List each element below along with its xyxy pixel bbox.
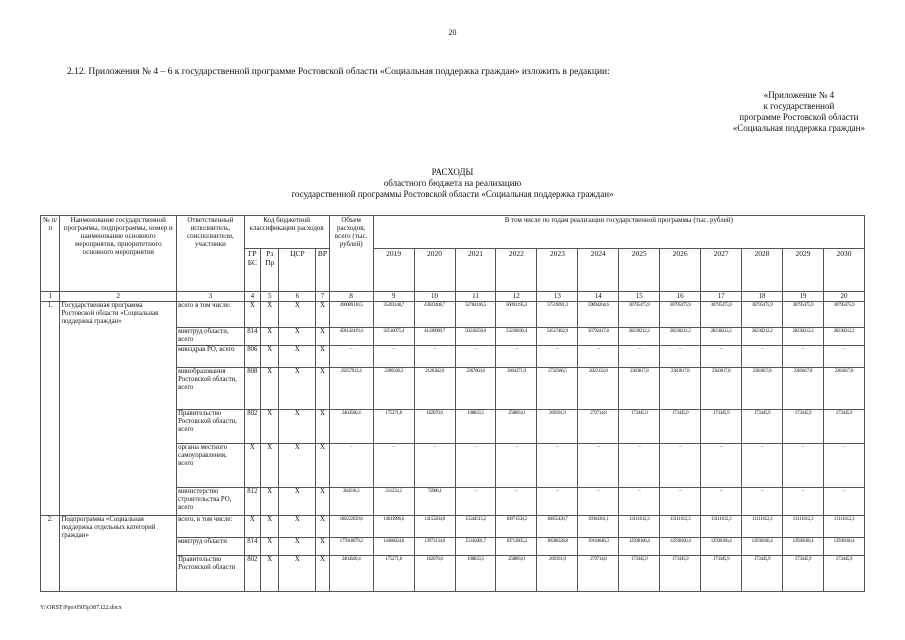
vr-cell: X: [316, 516, 329, 538]
csr-cell: X: [279, 346, 316, 368]
year-value-cell: 57519091,3: [537, 302, 578, 328]
year-value-cell: –: [660, 346, 701, 368]
executor-cell: минздрав РО, всего: [177, 346, 245, 368]
vr-cell: X: [316, 346, 329, 368]
year-value-cell: –: [537, 488, 578, 516]
rzpr-cell: X: [261, 368, 279, 410]
header-volume: Объем расходов, всего (тыс. рублей): [329, 216, 373, 292]
year-value-cell: –: [496, 488, 537, 516]
total-volume-cell: –: [329, 444, 373, 488]
year-value-cell: –: [373, 346, 414, 368]
year-value-cell: 182070,0: [414, 410, 455, 444]
vr-cell: X: [316, 538, 329, 556]
heading-line: государственной программы Ростовской области «Социальная поддержка граждан»: [291, 189, 614, 199]
year-value-cell: 15345681,7: [455, 538, 496, 556]
year-value-cell: –: [496, 346, 537, 368]
column-number: 9: [373, 292, 414, 302]
csr-cell: X: [279, 556, 316, 592]
header-rzpr: Рз Пр: [261, 249, 279, 292]
year-value-cell: –: [823, 444, 864, 488]
header-executor: Ответственный исполнитель, соисполнители, участники: [177, 216, 245, 292]
year-value-cell: –: [455, 488, 496, 516]
total-volume-cell: 2404560,4: [329, 556, 373, 592]
year-value-cell: 173445,9: [742, 556, 783, 592]
year-value-cell: 30795475,9: [742, 302, 783, 328]
year-value-cell: 14466624,8: [373, 538, 414, 556]
year-value-cell: 13973134,0: [414, 538, 455, 556]
year-value-cell: –: [619, 346, 660, 368]
table-row: [41, 516, 865, 538]
year-value-cell: 269101,9: [537, 556, 578, 592]
rzpr-cell: X: [261, 346, 279, 368]
total-volume-cell: 2404560,4: [329, 410, 373, 444]
year-value-cell: 175271,8: [373, 556, 414, 592]
column-number: 3: [177, 292, 245, 302]
year-value-cell: 56093195,3: [496, 302, 537, 328]
column-number: 2: [60, 292, 177, 302]
year-value-cell: 30795475,9: [783, 302, 824, 328]
header-year: 2019: [373, 249, 414, 292]
executor-cell: минтруд области, всего: [177, 328, 245, 346]
column-number: 17: [701, 292, 742, 302]
appendix-line: «Социальная поддержка граждан»: [732, 123, 865, 133]
year-value-cell: 18971558,2: [496, 516, 537, 538]
row-number: 2.: [41, 516, 60, 592]
vr-cell: X: [316, 302, 329, 328]
column-number: 11: [455, 292, 496, 302]
total-volume-cell: 490089110,5: [329, 302, 373, 328]
year-value-cell: 18712665,2: [496, 538, 537, 556]
year-value-cell: 12938166,4: [823, 538, 864, 556]
year-value-cell: 13111612,3: [619, 516, 660, 538]
expenses-table: [40, 215, 865, 592]
year-value-cell: –: [414, 444, 455, 488]
year-value-cell: 28238212,2: [701, 328, 742, 346]
year-value-cell: 173445,9: [660, 556, 701, 592]
year-value-cell: –: [823, 488, 864, 516]
year-value-cell: 173445,9: [701, 556, 742, 592]
header-years-group: В том числе по годам реализации государственной программы (тыс. рублей): [373, 216, 864, 249]
header-year: 2020: [414, 249, 455, 292]
year-value-cell: 2732586,5: [537, 368, 578, 410]
year-value-cell: –: [578, 488, 619, 516]
year-value-cell: 13111612,3: [823, 516, 864, 538]
year-value-cell: –: [742, 444, 783, 488]
rzpr-cell: X: [261, 516, 279, 538]
year-value-cell: 54517402,9: [537, 328, 578, 346]
year-value-cell: –: [701, 488, 742, 516]
csr-cell: X: [279, 538, 316, 556]
year-value-cell: –: [701, 444, 742, 488]
vr-cell: X: [316, 444, 329, 488]
year-value-cell: 211232,2: [373, 488, 414, 516]
header-year: 2026: [660, 249, 701, 292]
header-year: 2028: [742, 249, 783, 292]
year-value-cell: –: [660, 444, 701, 488]
column-number: 12: [496, 292, 537, 302]
year-value-cell: 18586328,8: [537, 538, 578, 556]
grbs-cell: X: [244, 444, 260, 488]
rzpr-cell: X: [261, 328, 279, 346]
column-number: 6: [279, 292, 316, 302]
grbs-cell: 812: [244, 488, 260, 516]
year-value-cell: 258893,0: [496, 410, 537, 444]
year-value-cell: 53230030,4: [496, 328, 537, 346]
vr-cell: X: [316, 368, 329, 410]
year-value-cell: 173445,9: [783, 410, 824, 444]
grbs-cell: 802: [244, 410, 260, 444]
executor-cell: Правительство Ростовской области: [177, 556, 245, 592]
year-value-cell: –: [414, 346, 455, 368]
year-value-cell: 43822408,7: [414, 302, 455, 328]
row-number: 1.: [41, 302, 60, 516]
year-value-cell: 279714,8: [578, 556, 619, 592]
header-no: № п/п: [41, 216, 60, 292]
column-number: 20: [823, 292, 864, 302]
vr-cell: X: [316, 410, 329, 444]
year-value-cell: –: [701, 346, 742, 368]
year-value-cell: 2822132,0: [578, 368, 619, 410]
header-year: 2023: [537, 249, 578, 292]
column-number: 8: [329, 292, 373, 302]
header-name: Наименование государственной программы, подпрограммы, номер и наименование основного мероприятия, приоритетного основного мероприятия: [60, 216, 177, 292]
rzpr-cell: X: [261, 410, 279, 444]
intro-text: 2.12. Приложения № 4 – 6 к государственной программе Ростовской области «Социальная поддержка граждан» изложить в редакции:: [67, 67, 610, 77]
column-number: 5: [261, 292, 279, 302]
header-vr: ВР: [316, 249, 329, 292]
header-year: 2022: [496, 249, 537, 292]
year-value-cell: 2383817,8: [701, 368, 742, 410]
csr-cell: X: [279, 516, 316, 538]
executor-cell: органы местного самоуправления, всего: [177, 444, 245, 488]
heading-title: РАСХОДЫ: [431, 167, 474, 177]
year-value-cell: 175271,8: [373, 410, 414, 444]
year-value-cell: –: [496, 444, 537, 488]
grbs-cell: X: [244, 516, 260, 538]
column-number: 4: [244, 292, 260, 302]
year-value-cell: 28238212,2: [660, 328, 701, 346]
year-value-cell: –: [742, 346, 783, 368]
year-value-cell: 30795475,9: [823, 302, 864, 328]
year-value-cell: 56792417,8: [578, 328, 619, 346]
year-value-cell: 173445,9: [742, 410, 783, 444]
rzpr-cell: X: [261, 556, 279, 592]
year-value-cell: 2367063,0: [455, 368, 496, 410]
year-value-cell: 14155204,0: [414, 516, 455, 538]
rzpr-cell: X: [261, 302, 279, 328]
grbs-cell: 808: [244, 368, 260, 410]
appendix-line: программе Ростовской области: [739, 112, 859, 122]
grbs-cell: 802: [244, 556, 260, 592]
header-year: 2027: [701, 249, 742, 292]
year-value-cell: –: [823, 346, 864, 368]
year-value-cell: 173445,9: [619, 410, 660, 444]
csr-cell: X: [279, 488, 316, 516]
csr-cell: X: [279, 444, 316, 488]
csr-cell: X: [279, 368, 316, 410]
csr-cell: X: [279, 410, 316, 444]
vr-cell: X: [316, 488, 329, 516]
year-value-cell: –: [783, 444, 824, 488]
year-value-cell: 12938166,4: [742, 538, 783, 556]
header-budget-code: Код бюджетной классификации расходов: [244, 216, 329, 249]
column-number: 1: [41, 292, 60, 302]
program-name: Подпрограмма «Социальная поддержка отдельных категорий граждан»: [60, 516, 177, 592]
executor-cell: министерство строительства РО, всего: [177, 488, 245, 516]
year-value-cell: –: [373, 444, 414, 488]
header-year: 2021: [455, 249, 496, 292]
header-year: 2029: [783, 249, 824, 292]
year-value-cell: 30795475,9: [619, 302, 660, 328]
csr-cell: X: [279, 328, 316, 346]
year-value-cell: 28238212,2: [619, 328, 660, 346]
executor-cell: минобразования Ростовской области, всего: [177, 368, 245, 410]
total-volume-cell: 458142419,4: [329, 328, 373, 346]
appendix-caption: [733, 90, 865, 134]
header-csr: ЦСР: [279, 249, 316, 292]
year-value-cell: 13111612,3: [701, 516, 742, 538]
year-value-cell: –: [578, 444, 619, 488]
year-value-cell: –: [783, 488, 824, 516]
year-value-cell: 12938166,4: [660, 538, 701, 556]
year-value-cell: 35203148,7: [373, 302, 414, 328]
year-value-cell: 269101,9: [537, 410, 578, 444]
year-value-cell: 198833,5: [455, 556, 496, 592]
year-value-cell: 279714,8: [578, 410, 619, 444]
year-value-cell: 258893,0: [496, 556, 537, 592]
year-value-cell: 12938166,4: [701, 538, 742, 556]
year-value-cell: 12938166,4: [783, 538, 824, 556]
year-value-cell: 173445,9: [783, 556, 824, 592]
year-value-cell: 52784146,5: [455, 302, 496, 328]
grbs-cell: 814: [244, 538, 260, 556]
year-value-cell: 30795475,9: [660, 302, 701, 328]
year-value-cell: 13111612,3: [660, 516, 701, 538]
total-volume-cell: –: [329, 346, 373, 368]
total-volume-cell: 177818079,2: [329, 538, 373, 556]
year-value-cell: 2383817,8: [742, 368, 783, 410]
column-number: 10: [414, 292, 455, 302]
appendix-line: «Приложение № 4: [763, 90, 835, 100]
year-value-cell: 28238212,2: [742, 328, 783, 346]
year-value-cell: 2383817,8: [783, 368, 824, 410]
year-value-cell: 18855430,7: [537, 516, 578, 538]
year-value-cell: 2604271,9: [496, 368, 537, 410]
total-volume-cell: 284218,3: [329, 488, 373, 516]
year-value-cell: 13111612,3: [783, 516, 824, 538]
executor-cell: всего в том числе:: [177, 302, 245, 328]
year-value-cell: 173445,9: [701, 410, 742, 444]
rzpr-cell: X: [261, 538, 279, 556]
header-grbs: ГР БС: [244, 249, 260, 292]
year-value-cell: 2383817,8: [619, 368, 660, 410]
year-value-cell: –: [537, 346, 578, 368]
year-value-cell: 30795475,9: [701, 302, 742, 328]
year-value-cell: 15544515,2: [455, 516, 496, 538]
executor-cell: минтруд области: [177, 538, 245, 556]
year-value-cell: 2383817,8: [823, 368, 864, 410]
csr-cell: X: [279, 302, 316, 328]
column-number: 18: [742, 292, 783, 302]
header-year: 2030: [823, 249, 864, 292]
year-value-cell: 173445,9: [660, 410, 701, 444]
year-value-cell: 13111612,3: [742, 516, 783, 538]
vr-cell: X: [316, 556, 329, 592]
heading-line: областного бюджета на реализацию: [383, 178, 522, 188]
column-number: 16: [660, 292, 701, 302]
total-volume-cell: 180222639,6: [329, 516, 373, 538]
year-value-cell: 2128382,9: [414, 368, 455, 410]
program-name: Государственная программа Ростовской области «Социальная поддержка граждан»: [60, 302, 177, 516]
grbs-cell: 814: [244, 328, 260, 346]
table-row: [41, 302, 865, 328]
year-value-cell: –: [455, 444, 496, 488]
column-number: 19: [783, 292, 824, 302]
year-value-cell: –: [742, 488, 783, 516]
year-value-cell: 50218250,0: [455, 328, 496, 346]
year-value-cell: 173445,9: [823, 556, 864, 592]
executor-cell: Правительство Ростовской области, всего: [177, 410, 245, 444]
year-value-cell: –: [660, 488, 701, 516]
year-value-cell: –: [783, 346, 824, 368]
year-value-cell: 72986,1: [414, 488, 455, 516]
year-value-cell: 14641896,6: [373, 516, 414, 538]
year-value-cell: –: [619, 444, 660, 488]
year-value-cell: 198833,5: [455, 410, 496, 444]
year-value-cell: 182070,0: [414, 556, 455, 592]
page-number: 20: [448, 28, 457, 37]
year-value-cell: –: [455, 346, 496, 368]
file-path-footer: Y:\ORST\Ppo\0505p387.f22.docx: [40, 605, 122, 611]
year-value-cell: 32516075,4: [373, 328, 414, 346]
year-value-cell: 2300569,3: [373, 368, 414, 410]
year-value-cell: –: [619, 488, 660, 516]
grbs-cell: 806: [244, 346, 260, 368]
table-heading: [0, 167, 905, 200]
column-number: 13: [537, 292, 578, 302]
column-number: 14: [578, 292, 619, 302]
header-year: 2024: [578, 249, 619, 292]
vr-cell: X: [316, 328, 329, 346]
year-value-cell: 41438969,7: [414, 328, 455, 346]
appendix-line: к государственной: [763, 101, 835, 111]
year-value-cell: 173445,9: [619, 556, 660, 592]
year-value-cell: 19384361,1: [578, 516, 619, 538]
rzpr-cell: X: [261, 444, 279, 488]
year-value-cell: 59894264,6: [578, 302, 619, 328]
year-value-cell: 173445,9: [823, 410, 864, 444]
year-value-cell: –: [537, 444, 578, 488]
rzpr-cell: X: [261, 488, 279, 516]
year-value-cell: 28238212,2: [783, 328, 824, 346]
header-year: 2025: [619, 249, 660, 292]
executor-cell: всего, в том числе:: [177, 516, 245, 538]
year-value-cell: 19104646,3: [578, 538, 619, 556]
total-volume-cell: 29257912,4: [329, 368, 373, 410]
column-number: 15: [619, 292, 660, 302]
year-value-cell: 28238212,2: [823, 328, 864, 346]
year-value-cell: 12938166,4: [619, 538, 660, 556]
column-number: 7: [316, 292, 329, 302]
year-value-cell: 2383817,8: [660, 368, 701, 410]
grbs-cell: X: [244, 302, 260, 328]
year-value-cell: –: [578, 346, 619, 368]
